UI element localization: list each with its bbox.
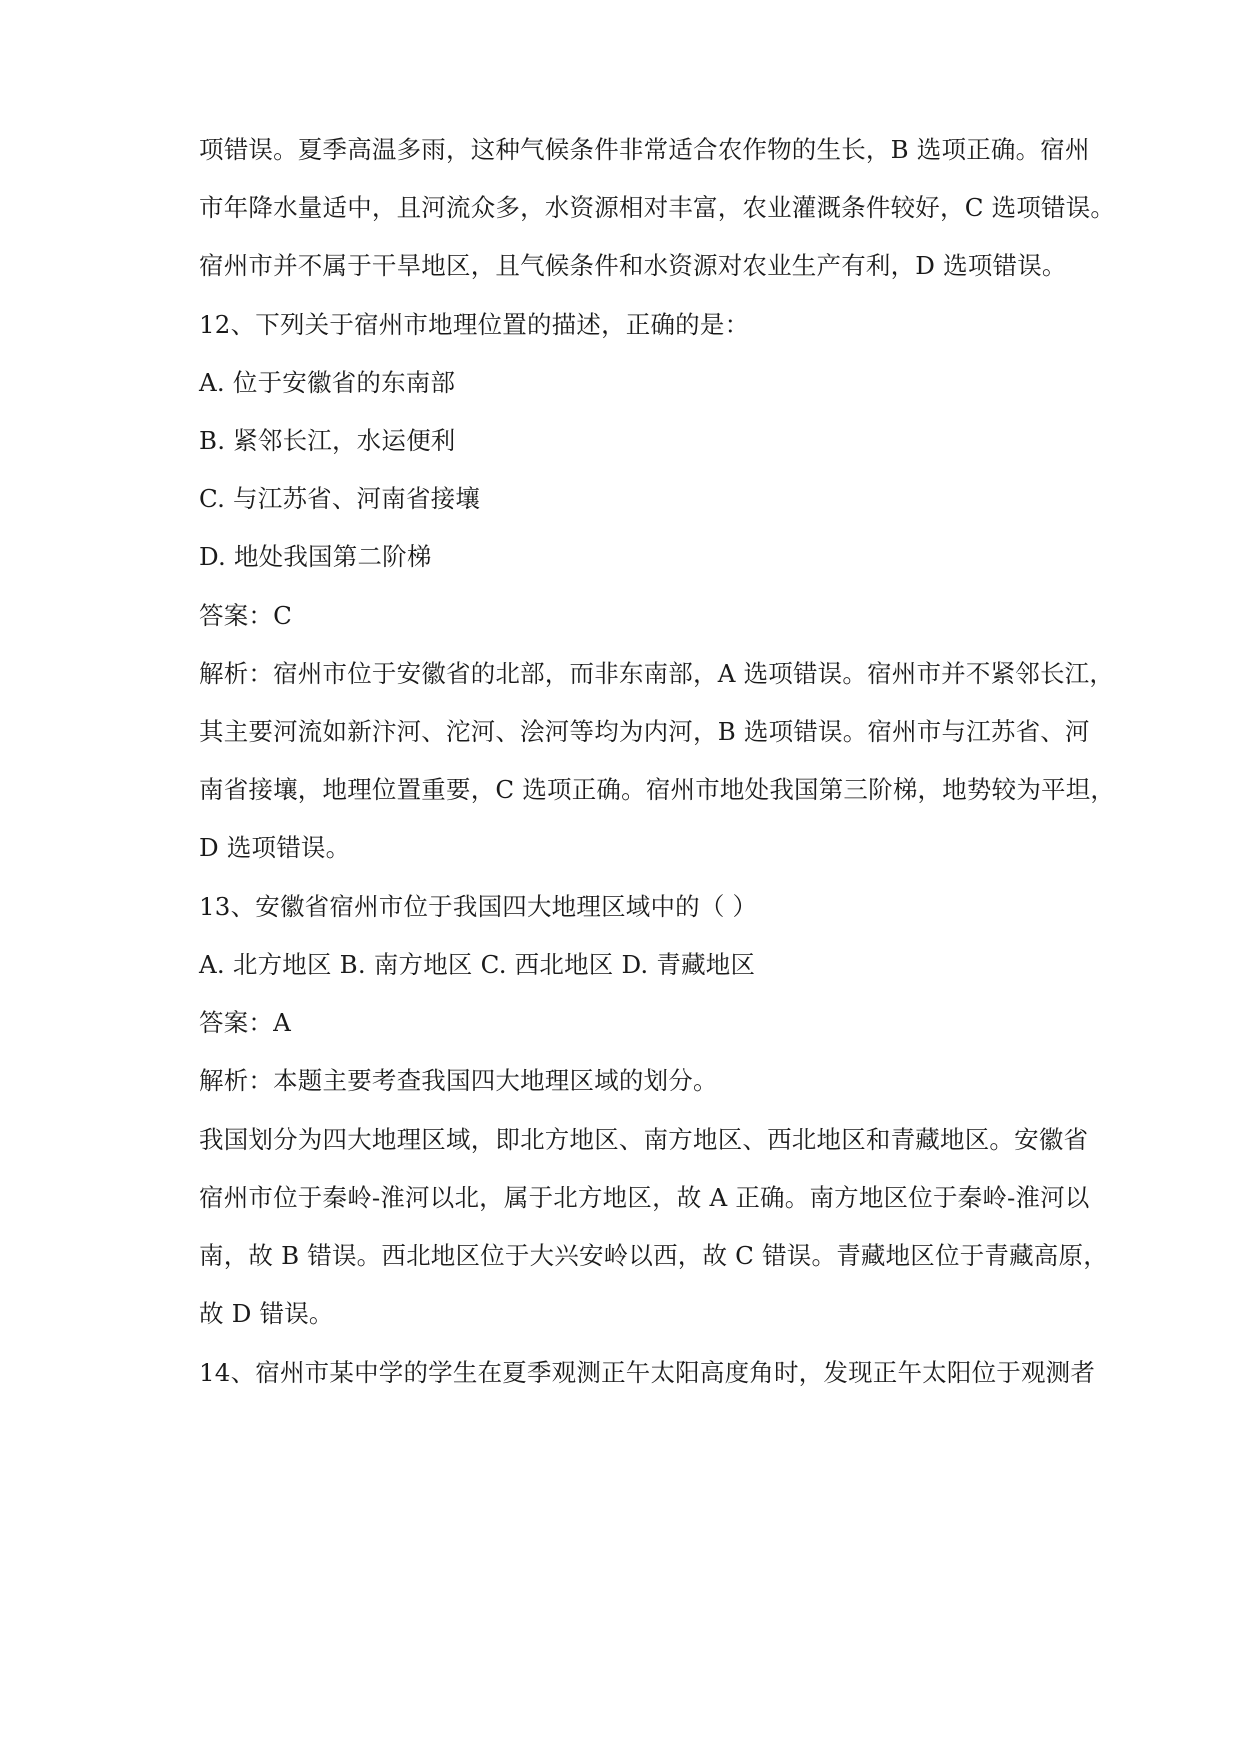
q12-answer: 答案：C [199, 601, 293, 630]
q12-option-d: D. 地处我国第二阶梯 [199, 542, 432, 571]
q12-explanation-line-3: 南省接壤，地理位置重要，C 选项正确。宿州市地处我国第三阶梯，地势较为平坦， [199, 775, 1116, 804]
q13-explanation-line-5: 故 D 错误。 [199, 1299, 334, 1328]
q13-explanation-line-1: 解析：本题主要考查我国四大地理区域的划分。 [199, 1066, 718, 1095]
q12-option-c: C. 与江苏省、河南省接壤 [199, 484, 481, 513]
q14-question: 14、宿州市某中学的学生在夏季观测正午太阳高度角时，发现正午太阳位于观测者 [199, 1358, 1096, 1387]
q12-explanation-line-1: 解析：宿州市位于安徽省的北部，而非东南部，A 选项错误。宿州市并不紧邻长江， [199, 659, 1115, 688]
q12-explanation-line-2: 其主要河流如新汴河、沱河、浍河等均为内河，B 选项错误。宿州市与江苏省、河 [199, 717, 1090, 746]
q13-answer: 答案：A [199, 1008, 291, 1037]
q13-question: 13、安徽省宿州市位于我国四大地理区域中的（ ） [199, 892, 758, 921]
q11-explanation-line-2: 市年降水量适中，且河流众多，水资源相对丰富，农业灌溉条件较好，C 选项错误。 [199, 193, 1116, 222]
q13-explanation-line-2: 我国划分为四大地理区域，即北方地区、南方地区、西北地区和青藏地区。安徽省 [199, 1125, 1089, 1154]
q12-explanation-line-4: D 选项错误。 [199, 833, 351, 862]
q13-explanation-line-3: 宿州市位于秦岭-淮河以北，属于北方地区，故 A 正确。南方地区位于秦岭-淮河以 [199, 1183, 1090, 1212]
q11-explanation-line-3: 宿州市并不属于干旱地区，且气候条件和水资源对农业生产有利，D 选项错误。 [199, 251, 1067, 280]
q12-option-b: B. 紧邻长江，水运便利 [199, 426, 456, 455]
q11-explanation-line-1: 项错误。夏季高温多雨，这种气候条件非常适合农作物的生长，B 选项正确。宿州 [199, 135, 1090, 164]
q13-options: A. 北方地区 B. 南方地区 C. 西北地区 D. 青藏地区 [199, 950, 756, 979]
q12-option-a: A. 位于安徽省的东南部 [199, 368, 456, 397]
q12-question: 12、下列关于宿州市地理位置的描述，正确的是： [199, 310, 750, 339]
q13-explanation-line-4: 南，故 B 错误。西北地区位于大兴安岭以西，故 C 错误。青藏地区位于青藏高原， [199, 1241, 1108, 1270]
